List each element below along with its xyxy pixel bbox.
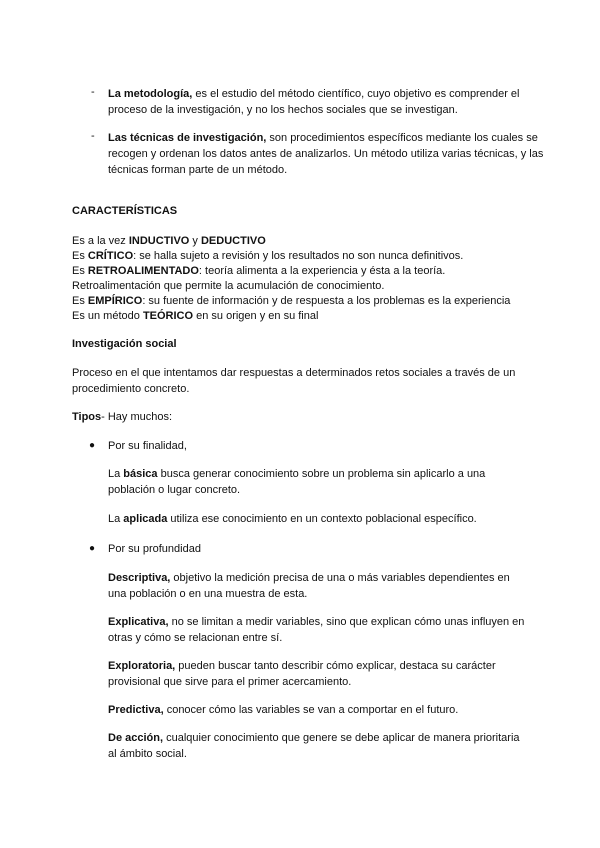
- characteristic-line-accumulation: Retroalimentación que permite la acumulación de conocimiento.: [72, 280, 385, 292]
- characteristics-heading: CARACTERÍSTICAS: [72, 205, 178, 217]
- depth-label: Por su profundidad: [108, 543, 201, 555]
- characteristic-line-critical: Es CRÍTICO: se halla sujeto a revisión y los resultados no son nunca definitivos.: [72, 250, 464, 262]
- bullet-icon: ●: [89, 440, 96, 451]
- characteristic-line-feedback: Es RETROALIMENTADO: teoría alimenta a la experiencia y ésta a la teoría.: [72, 265, 446, 277]
- predictive-text: Predictiva, conocer cómo las variables se van a comportar en el futuro.: [108, 704, 459, 716]
- explanatory-text: Explicativa, no se limitan a medir variables, sino que explican cómo unas influyen en otras y cómo se relacionan entre sí.: [108, 616, 525, 644]
- characteristic-line-theoretical: Es un método TEÓRICO en su origen y en su final: [72, 310, 319, 322]
- action-research-text: De acción, cualquier conocimiento que genere se debe aplicar de manera prioritaria al ámbito social.: [108, 732, 520, 760]
- term-definition: son procedimientos específicos mediante los cuales se recogen y ordenan los datos antes de analizarlos. Un método utiliza varias técnicas, y las técnicas forman parte de un método.: [108, 132, 544, 176]
- techniques-text: [108, 130, 548, 178]
- purpose-label: Por su finalidad,: [108, 440, 187, 452]
- characteristic-line-inductive: Es a la vez INDUCTIVO y DEDUCTIVO: [72, 235, 266, 247]
- social-paragraph: Proceso en el que intentamos dar respuestas a determinados retos sociales a través de un procedimiento concreto.: [72, 367, 516, 395]
- bullet-icon: ●: [89, 543, 96, 554]
- descriptive-text: Descriptiva, objetivo la medición precisa de una o más variables dependientes en una población o en una muestra de esta.: [108, 572, 510, 600]
- dash-marker: -: [91, 130, 95, 142]
- social-heading: Investigación social: [72, 338, 177, 350]
- types-line: Tipos- Hay muchos:: [72, 411, 173, 423]
- methodology-text: [108, 86, 548, 118]
- exploratory-text: Exploratoria, pueden buscar tanto describir cómo explicar, destaca su carácter provisional que sirve para el primer acercamiento.: [108, 660, 496, 688]
- characteristic-line-empirical: Es EMPÍRICO: su fuente de información y de respuesta a los problemas es la experiencia: [72, 295, 511, 307]
- term-definition: es el estudio del método científico, cuyo objetivo es comprender el proceso de la investigación, y no los hechos sociales que se investigan.: [108, 88, 520, 116]
- applied-research-text: La aplicada utiliza ese conocimiento en un contexto poblacional específico.: [108, 513, 477, 525]
- basic-research-text: La básica busca generar conocimiento sobre un problema sin aplicarlo a una población o lugar concreto.: [108, 468, 486, 496]
- dash-marker: -: [91, 86, 95, 98]
- term-bold: Las técnicas de investigación,: [108, 132, 267, 144]
- term-bold: La metodología,: [108, 88, 193, 100]
